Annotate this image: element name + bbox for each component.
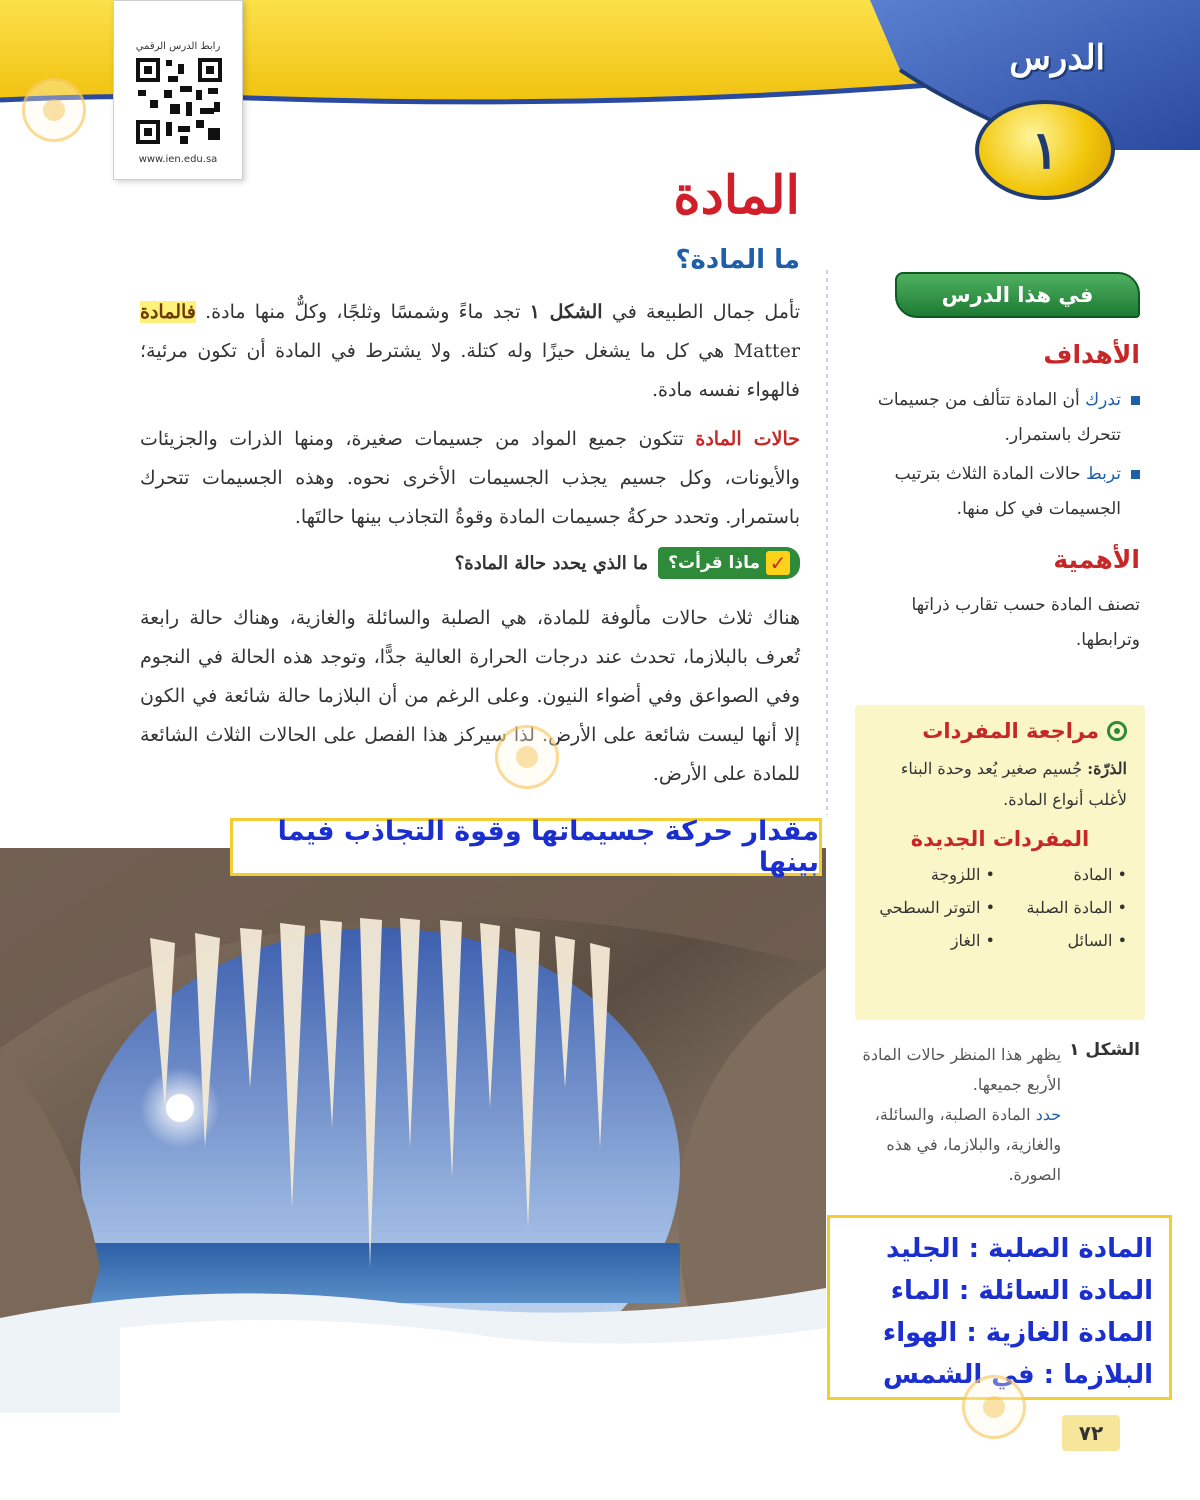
objective-body: أن المادة تتألف من جسيمات تتحرك باستمرار. [877, 390, 1121, 445]
vocab-def-text: جُسيم صغير يُعد وحدة البناء لأغلب أنواع المادة. [900, 759, 1127, 809]
watermark-logo-icon [962, 1375, 1026, 1439]
importance-text: تصنف المادة حسب تقارب ذراتها وترابطها. [911, 595, 1140, 650]
state-answer-liquid: المادة السائلة : الماء [890, 1276, 1153, 1306]
objective-verb: تدرك [1085, 390, 1121, 410]
vocab-review-label: مراجعة المفردات [922, 719, 1099, 743]
qr-card[interactable] [113, 0, 243, 180]
vocab-definition [873, 753, 1127, 815]
vocabulary-box [855, 705, 1145, 1020]
vocab-item: • الغاز [950, 931, 995, 950]
qr-url[interactable]: www.ien.edu.sa [138, 154, 218, 165]
answer-note-box [230, 818, 822, 876]
p1-text-c: تجد ماءً وشمسًا وثلجًا، وكلٌّ منها مادة. [195, 301, 530, 323]
figure-text2: المادة الصلبة، والسائلة، والغازية، والبلازما، في هذه الصورة. [874, 1105, 1062, 1184]
ice-cave-illustration [0, 848, 826, 1413]
p1-text-a: تأمل جمال الطبيعة في [602, 301, 800, 323]
paragraph-states [140, 420, 800, 537]
figure-reference: الشكل ١ [529, 301, 603, 323]
objectives-section [850, 340, 1140, 531]
paragraph-four-states: هناك ثلاث حالات مألوفة للمادة، هي الصلبة والسائلة والغازية، وهناك حالة رابعة تُعرف بالبلازما، تحدث عند درجات الحرارة العالية جدًّا، وتوجد هذه الحالة في النجوم وفي الصواعق وفي أضواء النيون. وعلى الرغم من أن البلازما حالة شائعة في الكون إلا أنها ليست شائعة على الأرض. لذا سيركز هذا الفصل على الحالات الثلاث الشائعة للمادة على الأرض. [140, 607, 800, 785]
new-vocab-title: المفردات الجديدة [910, 827, 1090, 851]
reading-check-question: ما الذي يحدد حالة المادة؟ [454, 552, 649, 574]
watermark-logo-icon [22, 78, 86, 142]
states-answer-box [827, 1215, 1172, 1400]
qr-code-icon[interactable] [134, 56, 224, 146]
lesson-word: الدرس [1009, 38, 1105, 78]
objective-text [850, 383, 1121, 453]
in-this-lesson-banner [895, 272, 1140, 318]
vocab-review-title [873, 719, 1127, 743]
importance-heading: الأهمية [1053, 545, 1140, 574]
figure-caption-text [850, 1040, 1061, 1190]
state-answer-solid: المادة الصلبة : الجليد [885, 1234, 1153, 1264]
reading-check [140, 547, 800, 579]
vocab-term: الذرّة: [1087, 759, 1127, 778]
qr-label: رابط الدرس الرقمي [135, 41, 221, 52]
column-divider [826, 270, 828, 815]
objective-item [850, 457, 1140, 527]
vocab-item: • السائل [1067, 931, 1127, 950]
page-number: ٧٢ [1062, 1415, 1120, 1451]
square-bullet-icon [1131, 470, 1140, 479]
main-content [140, 245, 800, 804]
review-icon [1107, 721, 1127, 741]
in-this-lesson-label: في هذا الدرس [941, 283, 1094, 307]
objective-text [850, 457, 1121, 527]
state-answer-gas: المادة الغازية : الهواء [882, 1318, 1153, 1348]
objective-item [850, 383, 1140, 453]
lesson-number-badge [975, 100, 1115, 200]
reading-check-badge [658, 547, 800, 579]
importance-section [850, 545, 1140, 658]
figure-label: الشكل ١ [1069, 1040, 1140, 1060]
figure-photo-ice-cave [0, 848, 826, 1413]
objective-body: حالات المادة الثلاث بترتيب الجسيمات في كل منها. [894, 464, 1121, 519]
square-bullet-icon [1131, 396, 1140, 405]
new-vocab-list [873, 865, 1127, 950]
objectives-heading: الأهداف [1043, 340, 1140, 369]
state-answer-plasma: البلازما : في الشمس [882, 1360, 1153, 1390]
key-term-matter: فالمادة [140, 301, 196, 323]
answer-note-text: مقدار حركة جسيماتها وقوة التجاذب فيما بينها [277, 816, 819, 878]
figure-caption [850, 1040, 1140, 1190]
p2-text: تتكون جميع المواد من جسيمات صغيرة، ومنها الذرات والجزيئات والأيونات، وكل جسيم يجذب الجسيمات الأخرى نحوه. وهذه الجسيمات تتحرك باستمرار. وتحدد حركةُ جسيمات المادة وقوةُ التجاذب بينها حالتَها. [140, 428, 800, 528]
objective-verb: تربط [1086, 464, 1121, 484]
subheading-states: حالات المادة [695, 428, 800, 450]
paragraph-definition [140, 293, 800, 410]
vocab-item: • التوتر السطحي [879, 898, 995, 917]
checkmark-icon: ✓ [766, 551, 790, 575]
reading-check-label: ماذا قرأت؟ [668, 553, 760, 573]
vocab-item: • المادة الصلبة [1026, 898, 1127, 917]
vocab-item: • المادة [1073, 865, 1127, 884]
vocab-item: • اللزوجة [930, 865, 995, 884]
page-title: المادة [673, 165, 800, 226]
p1-text-e: Matter هي كل ما يشغل حيزًا وله كتلة. ولا يشترط في المادة أن تكون مرئية؛ فالهواء نفسه مادة. [140, 340, 800, 401]
lesson-number: ١ [1031, 119, 1059, 181]
watermark-logo-icon [495, 725, 559, 789]
section-heading: ما المادة؟ [675, 245, 800, 275]
figure-text: يظهر هذا المنظر حالات المادة الأربع جميعها. [862, 1045, 1062, 1094]
figure-verb: حدد [1035, 1105, 1062, 1124]
